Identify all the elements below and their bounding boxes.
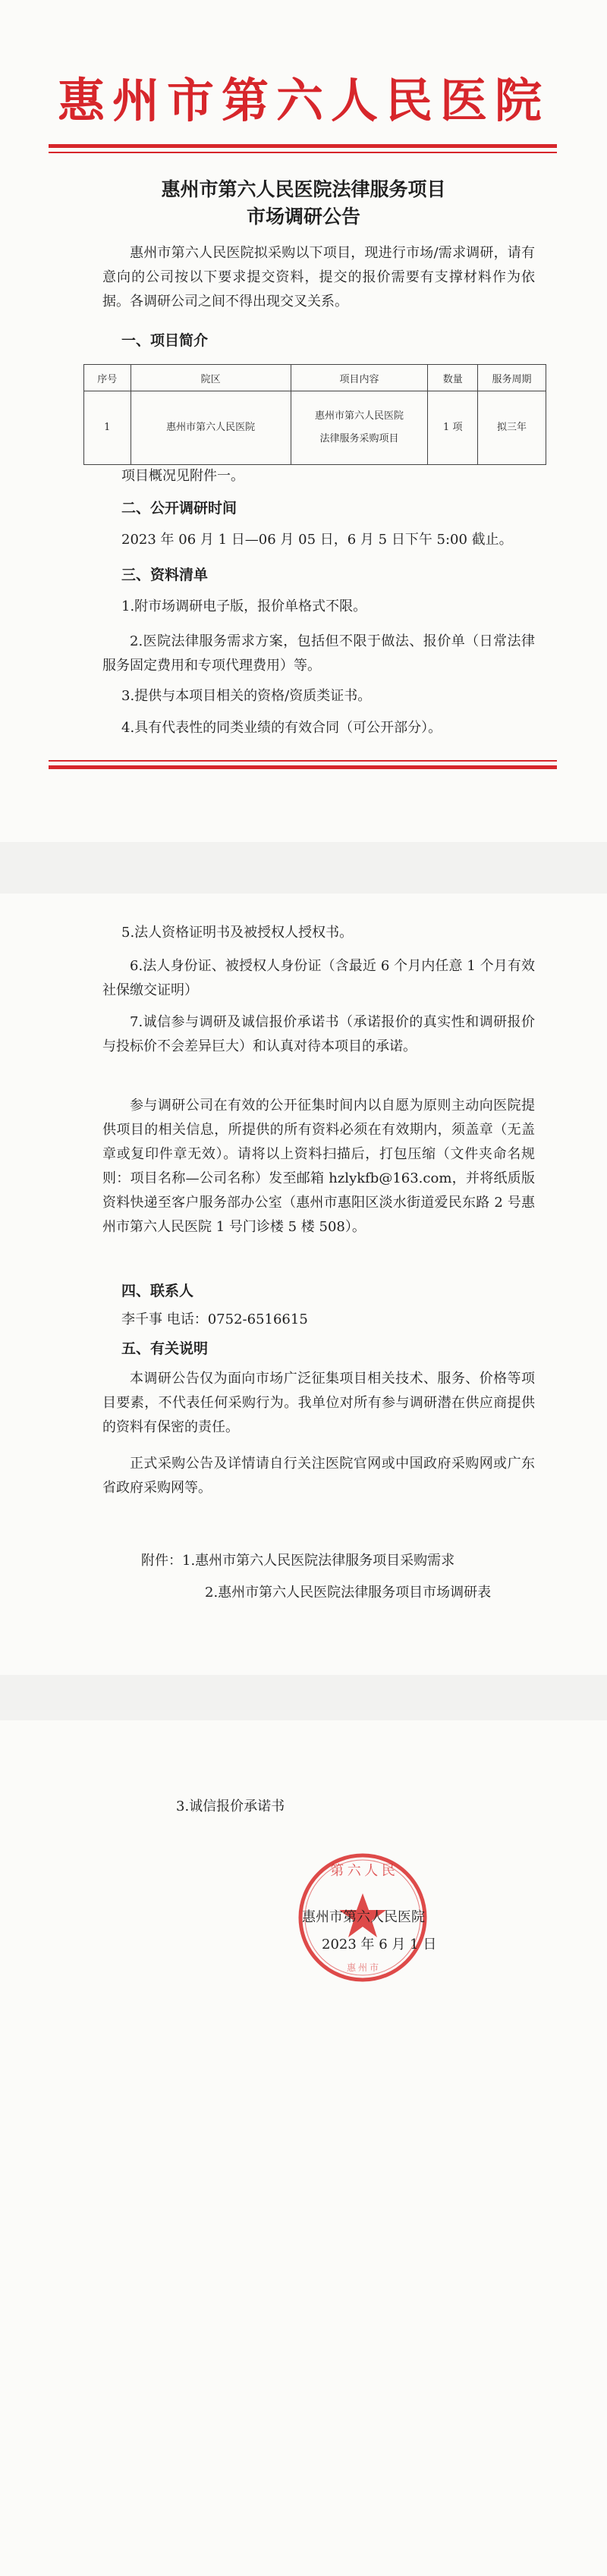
letterhead-rule-thick bbox=[49, 144, 557, 148]
table-header-quantity: 数量 bbox=[428, 365, 478, 391]
table-cell-content-line1: 惠州市第六人民医院 bbox=[315, 410, 404, 422]
attachment-3: 3.诚信报价承诺书 bbox=[176, 1798, 285, 1814]
submission-instructions: 参与调研公司在有效的公开征集时间内以自愿为原则主动向医院提供项目的相关信息，所提供的所有资料必须在有效期内，须盖章（无盖章或复印件章无效）。请将以上资料扫描后，打包压缩（文件夹命名规则：项目名称—公司名称）发至邮箱 hzlykfb@163.com，并将纸质版资料快递至客户服务部办公室（惠州市惠阳区淡水街道爱民东路 2 号惠州市第六人民医院 1 号门诊楼 5 楼 508）。 bbox=[102, 1098, 535, 1235]
document-list-item-1: 1.附市场调研电子版，报价单格式不限。 bbox=[121, 598, 367, 614]
notes-paragraph-2: 正式采购公告及详情请自行关注医院官网或中国政府采购网或广东省政府采购网等。 bbox=[102, 1456, 535, 1496]
table-cell-period: 拟三年 bbox=[478, 391, 546, 465]
svg-text:惠 州 市: 惠 州 市 bbox=[346, 1962, 379, 1973]
document-list-item-4: 4.具有代表性的同类业绩的有效合同（可公开部分）。 bbox=[121, 720, 442, 736]
signature-date: 2023 年 6 月 1 日 bbox=[322, 1937, 437, 1952]
document-list-item-6: 6.法人身份证、被授权人身份证（含最近 6 个月内任意 1 个月有效社保缴交证明） bbox=[102, 958, 535, 998]
footer-rule-thin bbox=[49, 760, 557, 762]
table-header-campus: 院区 bbox=[131, 365, 291, 391]
section-heading-document-list: 三、资料清单 bbox=[121, 567, 209, 583]
attachment-2: 2.惠州市第六人民医院法律服务项目市场调研表 bbox=[205, 1585, 492, 1601]
hospital-letterhead-title: 惠州市第六人民医院 bbox=[57, 73, 549, 128]
document-list-item-3: 3.提供与本项目相关的资格/资质类证书。 bbox=[121, 688, 372, 704]
section-heading-contact: 四、联系人 bbox=[121, 1283, 194, 1299]
table-cell-campus: 惠州市第六人民医院 bbox=[131, 391, 291, 465]
section-heading-project-intro: 一、项目简介 bbox=[121, 332, 209, 349]
table-cell-content bbox=[291, 391, 428, 465]
table-header-index: 序号 bbox=[84, 365, 131, 391]
intro-paragraph: 惠州市第六人民医院拟采购以下项目，现进行市场/需求调研，请有意向的公司按以下要求提交资料，提交的报价需要有支撑材料作为依据。各调研公司之间不得出现交叉关系。 bbox=[102, 245, 535, 309]
document-list-item-5: 5.法人资格证明书及被授权人授权书。 bbox=[121, 925, 354, 941]
document-title-line1: 惠州市第六人民医院法律服务项目 bbox=[161, 178, 446, 200]
document-page-3 bbox=[0, 1720, 607, 2576]
survey-time-text: 2023 年 06 月 1 日—06 月 05 日，6 月 5 日下午 5:00 截止。 bbox=[121, 532, 513, 548]
footer-rule-thick bbox=[49, 765, 557, 769]
section-heading-survey-time: 二、公开调研时间 bbox=[121, 500, 237, 517]
table-row bbox=[84, 391, 546, 465]
table-header-content: 项目内容 bbox=[291, 365, 428, 391]
project-table bbox=[83, 364, 546, 465]
attachment-1: 附件：1.惠州市第六人民医院法律服务项目采购需求 bbox=[141, 1553, 455, 1569]
table-cell-index: 1 bbox=[84, 391, 131, 465]
notes-paragraph-1: 本调研公告仅为面向市场广泛征集项目相关技术、服务、价格等项目要素，不代表任何采购行为。我单位对所有参与调研潜在供应商提供的资料有保密的责任。 bbox=[102, 1371, 535, 1435]
contact-info: 李千事 电话：0752-6516615 bbox=[121, 1312, 308, 1327]
document-list-item-2: 2.医院法律服务需求方案，包括但不限于做法、报价单（日常法律服务固定费用和专项代理费用）等。 bbox=[102, 633, 535, 674]
document-page-1 bbox=[0, 0, 607, 842]
project-overview-note: 项目概况见附件一。 bbox=[121, 468, 244, 484]
signature-organization: 惠州市第六人民医院 bbox=[302, 1909, 425, 1925]
letterhead-rule-thin bbox=[49, 152, 557, 153]
table-cell-content-line2: 法律服务采购项目 bbox=[319, 433, 399, 445]
document-title-line2: 市场调研公告 bbox=[246, 206, 360, 228]
table-cell-quantity: 1 项 bbox=[428, 391, 478, 465]
section-heading-notes: 五、有关说明 bbox=[121, 1340, 209, 1357]
document-list-item-7: 7.诚信参与调研及诚信报价承诺书（承诺报价的真实性和调研报价与投标价不会差异巨大）和认真对待本项目的承诺。 bbox=[102, 1014, 535, 1054]
document-page-2 bbox=[0, 894, 607, 1675]
table-header-period: 服务周期 bbox=[478, 365, 546, 391]
table-header-row bbox=[84, 365, 546, 391]
svg-text:第 六 人 民: 第 六 人 民 bbox=[330, 1863, 395, 1878]
